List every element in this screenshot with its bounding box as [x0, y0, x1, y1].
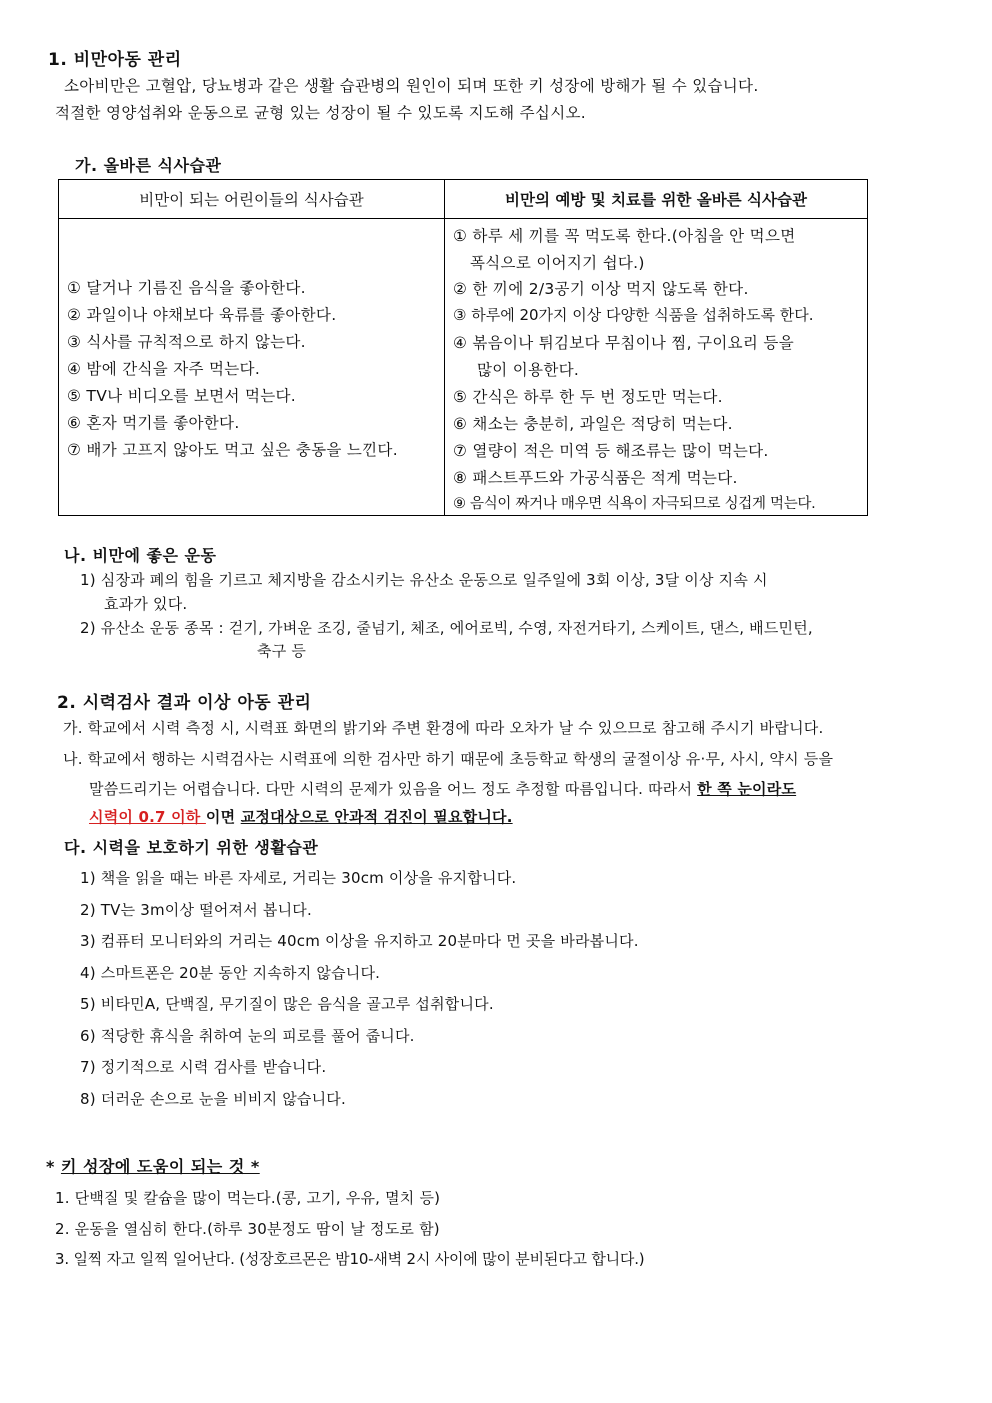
habit-item: 8) 더러운 손으로 눈을 비비지 않습니다.	[80, 1090, 346, 1108]
list-item: ④ 볶음이나 튀김보다 무침이나 찜, 구이요리 등을	[453, 334, 794, 352]
habit-item: 4) 스마트폰은 20분 동안 지속하지 않습니다.	[80, 964, 381, 982]
list-item: ⑦ 열량이 적은 미역 등 해조류는 많이 먹는다.	[453, 442, 769, 460]
list-item: ① 달거나 기름진 음식을 좋아한다.	[67, 279, 306, 297]
section1-title: 1. 비만아동 관리	[48, 50, 182, 70]
list-item: ② 한 끼에 2/3공기 이상 먹지 않도록 한다.	[453, 280, 749, 298]
sub-b-title: 나. 비만에 좋은 운동	[64, 546, 217, 565]
growth-item: 3. 일찍 자고 일찍 일어난다. (성장호르몬은 밤10-새벽 2시 사이에 많이 분비된다고 합니다.)	[55, 1250, 645, 1268]
table-cell-left	[59, 219, 445, 516]
habit-item: 2) TV는 3m이상 떨어져서 봅니다.	[80, 901, 312, 919]
section2-title: 2. 시력검사 결과 이상 아동 관리	[57, 693, 312, 713]
sub-a-title: 가. 올바른 식사습관	[75, 156, 222, 175]
list-item: ⑥ 채소는 충분히, 과일은 적당히 먹는다.	[453, 415, 733, 433]
habit-item: 3) 컴퓨터 모니터와의 거리는 40cm 이상을 유지하고 20분마다 먼 곳을 바라봅니다.	[80, 932, 639, 950]
list-item: ③ 하루에 20가지 이상 다양한 식품을 섭취하도록 한다.	[453, 306, 814, 324]
item-b-line2-emphasis: 한 쪽 눈이라도	[697, 780, 797, 798]
table-cell-right	[445, 219, 868, 516]
item-b-line3-mid: 이면	[205, 808, 241, 826]
list-item: ⑨ 음식이 짜거나 매우면 식욕이 자극되므로 싱겁게 먹는다.	[453, 496, 816, 512]
list-item: ⑤ TV나 비디오를 보면서 먹는다.	[67, 387, 297, 405]
section1-intro-line2: 적절한 영양섭취와 운동으로 균형 있는 성장이 될 수 있도록 지도해 주십시오.	[55, 104, 586, 122]
list-item: ⑦ 배가 고프지 않아도 먹고 싶은 충동을 느낀다.	[67, 441, 398, 459]
list-item: ⑥ 혼자 먹기를 좋아한다.	[67, 414, 240, 432]
vision-threshold-text: 시력이 0.7 이하	[89, 808, 206, 826]
list-item: ② 과일이나 야채보다 육류를 좋아한다.	[67, 306, 337, 324]
list-item: ① 하루 세 끼를 꼭 먹도록 한다.(아침을 안 먹으면	[453, 227, 796, 245]
sub-c-title: 다. 시력을 보호하기 위한 생활습관	[64, 838, 319, 857]
section1-intro-line1: 소아비만은 고혈압, 당뇨병과 같은 생활 습관병의 원인이 되며 또한 키 성장에 방해가 될 수 있습니다.	[64, 77, 759, 95]
list-item: ⑤ 간식은 하루 한 두 번 정도만 먹는다.	[453, 388, 723, 406]
list-item-cont: 폭식으로 이어지기 쉽다.)	[470, 254, 645, 272]
item-b-line3-emphasis: 교정대상으로 안과적 검진이 필요합니다.	[240, 808, 513, 826]
growth-item: 1. 단백질 및 칼슘을 많이 먹는다.(콩, 고기, 우유, 멸치 등)	[55, 1189, 441, 1207]
list-item: ⑧ 패스트푸드와 가공식품은 적게 먹는다.	[453, 469, 738, 487]
growth-star: *	[46, 1157, 61, 1176]
exercise-item-1: 1) 심장과 폐의 힘을 기르고 체지방을 감소시키는 유산소 운동으로 일주일에 3회 이상, 3달 이상 지속 시	[80, 571, 768, 589]
habit-item: 1) 책을 읽을 때는 바른 자세로, 거리는 30cm 이상을 유지합니다.	[80, 869, 517, 887]
habit-item: 7) 정기적으로 시력 검사를 받습니다.	[80, 1058, 327, 1076]
list-item: ④ 밤에 간식을 자주 먹는다.	[67, 360, 261, 378]
section2-item-b-line2	[89, 778, 796, 799]
table-header-left: 비만이 되는 어린이들의 식사습관	[59, 180, 445, 219]
list-item: ③ 식사를 규칙적으로 하지 않는다.	[67, 333, 306, 351]
growth-item: 2. 운동을 열심히 한다.(하루 30분정도 땀이 날 정도로 함)	[55, 1220, 440, 1238]
section2-item-b-line3	[89, 806, 513, 827]
habit-item: 6) 적당한 휴식을 취하여 눈의 피로를 풀어 줍니다.	[80, 1027, 415, 1045]
diet-habits-table	[58, 179, 868, 516]
list-item-cont: 많이 이용한다.	[477, 361, 580, 379]
section2-item-b-line1: 나. 학교에서 행하는 시력검사는 시력표에 의한 검사만 하기 때문에 초등학교 학생의 굴절이상 유·무, 사시, 약시 등을	[63, 750, 834, 768]
item-b-line2-text: 말씀드리기는 어렵습니다. 다만 시력의 문제가 있음을 어느 정도 추정할 따름입니다. 따라서	[89, 780, 698, 798]
growth-title	[46, 1154, 260, 1177]
exercise-item-2-cont: 축구 등	[257, 642, 307, 660]
table-header-right: 비만의 예방 및 치료를 위한 올바른 식사습관	[445, 180, 868, 219]
exercise-item-1-cont: 효과가 있다.	[104, 595, 188, 613]
growth-title-text: 키 성장에 도움이 되는 것 *	[60, 1157, 260, 1176]
habit-item: 5) 비타민A, 단백질, 무기질이 많은 음식을 골고루 섭취합니다.	[80, 995, 494, 1013]
exercise-item-2: 2) 유산소 운동 종목 : 걷기, 가벼운 조깅, 줄넘기, 체조, 에어로빅, 수영, 자전거타기, 스케이트, 댄스, 배드민턴,	[80, 619, 813, 637]
section2-item-a: 가. 학교에서 시력 측정 시, 시력표 화면의 밝기와 주변 환경에 따라 오차가 날 수 있으므로 참고해 주시기 바랍니다.	[63, 719, 824, 737]
